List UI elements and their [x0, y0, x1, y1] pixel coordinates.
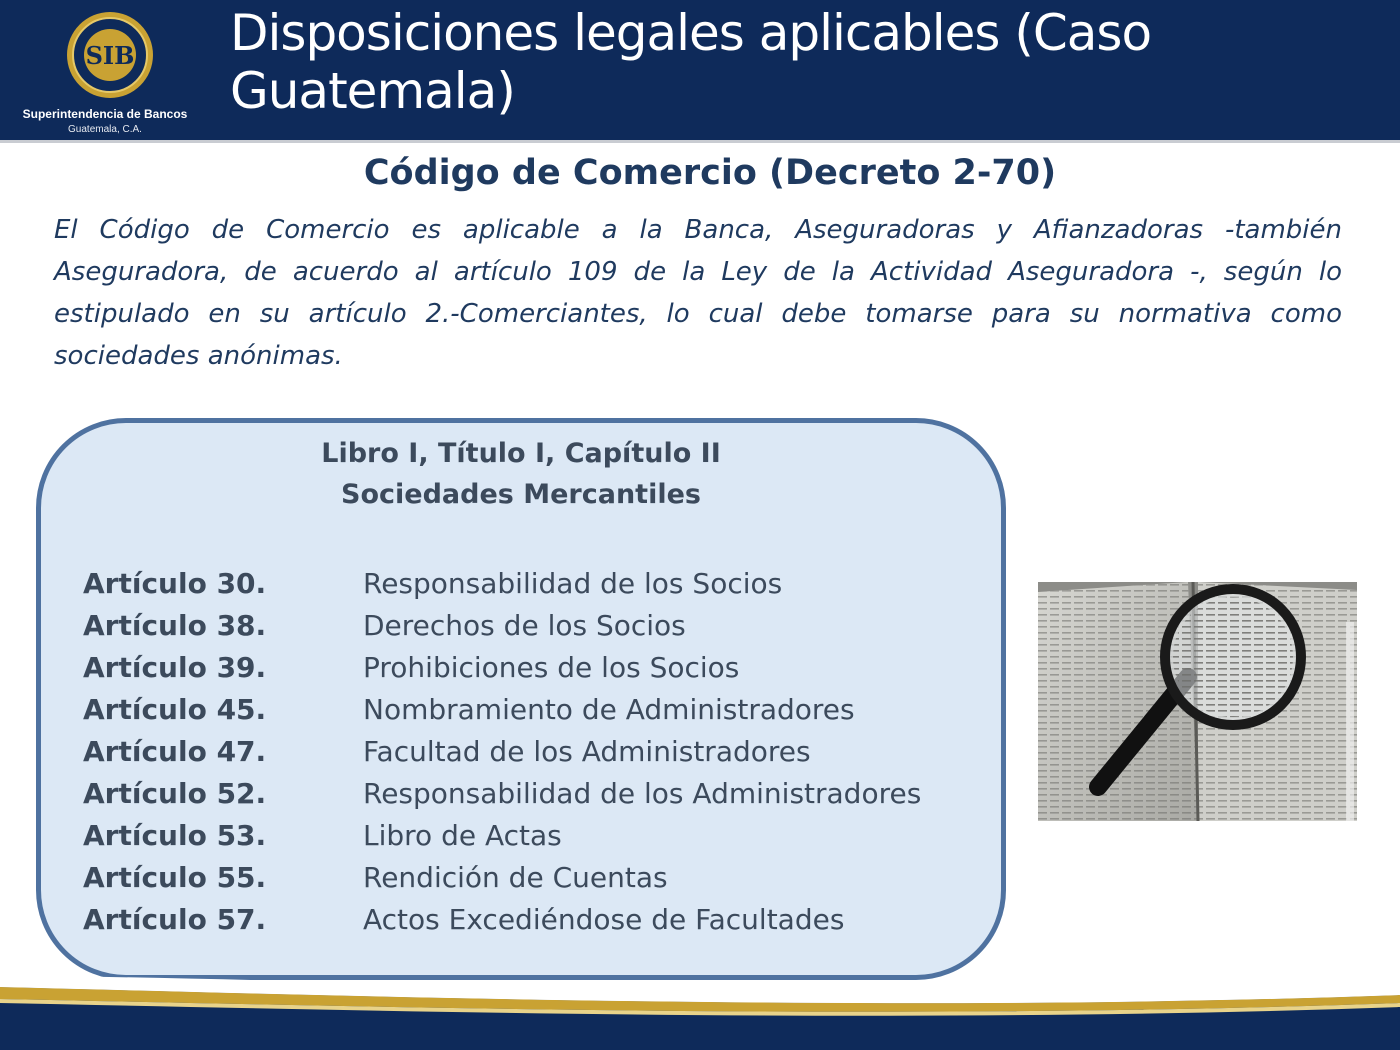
- article-item: [83, 731, 983, 773]
- article-description: Facultad de los Administradores: [363, 735, 811, 768]
- seal-text: SIB: [85, 41, 135, 70]
- article-item: [83, 899, 983, 941]
- article-number: Artículo 30.: [83, 567, 267, 600]
- article-description: Nombramiento de Administradores: [363, 693, 855, 726]
- article-description: Responsabilidad de los Socios: [363, 567, 783, 600]
- article-description: Responsabilidad de los Administradores: [363, 777, 922, 810]
- logo-name: Superintendencia de Bancos: [22, 107, 188, 121]
- logo-place: Guatemala, C.A.: [68, 124, 142, 135]
- intro-paragraph: El Código de Comercio es aplicable a la Banca, Aseguradoras y Afianzadoras -también Aseguradora, de acuerdo al artículo 109 de la Ley de la Actividad Aseguradora -, según lo estipulado en su artículo 2.-Comerciantes, lo cual debe tomarse para su normativa como sociedades anónimas.: [54, 215, 1342, 371]
- article-number: Artículo 39.: [83, 651, 267, 684]
- article-item: [83, 605, 983, 647]
- article-item: [83, 857, 983, 899]
- article-number: Artículo 57.: [83, 903, 267, 936]
- article-number: Artículo 45.: [83, 693, 267, 726]
- article-item: [83, 647, 983, 689]
- article-item: [83, 773, 983, 815]
- sib-seal-icon: [65, 10, 155, 100]
- article-description: Actos Excediéndose de Facultades: [363, 903, 845, 936]
- box-heading-book: Libro I, Título I, Capítulo II: [321, 438, 721, 469]
- article-description: Rendición de Cuentas: [363, 861, 668, 894]
- article-description: Libro de Actas: [363, 819, 562, 852]
- footer-stripes: [0, 975, 1400, 1050]
- article-number: Artículo 38.: [83, 609, 267, 642]
- article-number: Artículo 53.: [83, 819, 267, 852]
- article-description: Prohibiciones de los Socios: [363, 651, 740, 684]
- articles-list: [83, 563, 983, 941]
- article-number: Artículo 52.: [83, 777, 267, 810]
- article-number: Artículo 55.: [83, 861, 267, 894]
- article-number: Artículo 47.: [83, 735, 267, 768]
- box-heading-chapter: Sociedades Mercantiles: [341, 479, 701, 510]
- slide-title: Disposiciones legales aplicables (Caso Guatemala): [230, 4, 1152, 120]
- logo: [10, 6, 200, 136]
- article-item: [83, 563, 983, 605]
- article-description: Derechos de los Socios: [363, 609, 686, 642]
- section-subtitle: Código de Comercio (Decreto 2-70): [363, 153, 1057, 193]
- article-item: [83, 689, 983, 731]
- header-band: [0, 0, 1400, 143]
- article-item: [83, 815, 983, 857]
- articles-box: [36, 418, 1006, 980]
- magnifying-glass-on-book-icon: [1038, 582, 1357, 821]
